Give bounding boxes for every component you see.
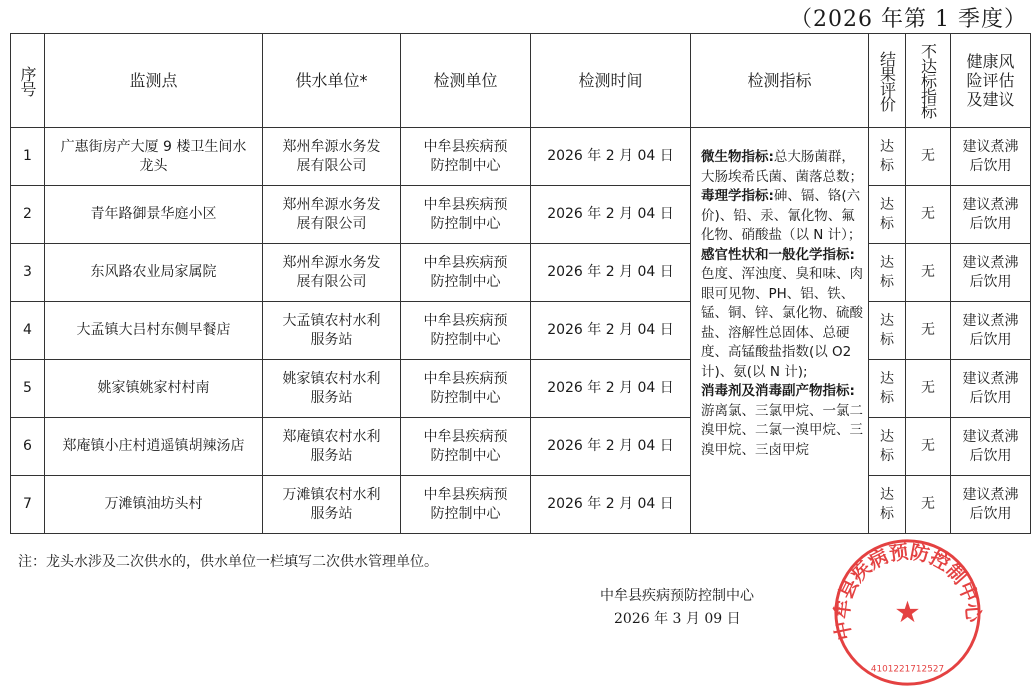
testing-lab: 中牟县疾病预防控制中心 — [401, 186, 531, 244]
header-date: 检测时间 — [531, 34, 691, 128]
monitoring-site: 大孟镇大吕村东侧早餐店 — [45, 302, 263, 360]
result-evaluation: 达标 — [869, 128, 906, 186]
failed-indicators: 无 — [906, 128, 951, 186]
row-number: 2 — [11, 186, 45, 244]
monitoring-site: 姚家镇姚家村村南 — [45, 360, 263, 418]
result-evaluation: 达标 — [869, 244, 906, 302]
testing-lab: 中牟县疾病预防控制中心 — [401, 360, 531, 418]
result-evaluation: 达标 — [869, 418, 906, 476]
indicator-group-items: 游离氯、三氯甲烷、一氯二溴甲烷、二氯一溴甲烷、三溴甲烷、三卤甲烷 — [701, 402, 863, 458]
indicator-group-title: 毒理学指标: — [701, 188, 774, 204]
monitoring-site: 万滩镇油坊头村 — [45, 476, 263, 534]
seal-text: 中牟县疾病预防控制中心 — [830, 540, 985, 643]
header-advice: 健康风险评估及建议 — [951, 34, 1031, 128]
header-indicators: 检测指标 — [691, 34, 869, 128]
table-row — [11, 186, 1031, 244]
water-supplier: 郑州牟源水务发展有限公司 — [263, 186, 401, 244]
result-evaluation: 达标 — [869, 186, 906, 244]
signature-block — [600, 585, 754, 631]
monitoring-site: 东风路农业局家属院 — [45, 244, 263, 302]
signature-date: 2026 年 3 月 09 日 — [614, 611, 741, 627]
table-row — [11, 476, 1031, 534]
row-number: 1 — [11, 128, 45, 186]
test-date: 2026 年 2 月 04 日 — [531, 186, 691, 244]
monitoring-site: 青年路御景华庭小区 — [45, 186, 263, 244]
health-advice: 建议煮沸后饮用 — [951, 128, 1031, 186]
water-quality-table — [10, 33, 1031, 534]
failed-indicators: 无 — [906, 476, 951, 534]
testing-lab: 中牟县疾病预防控制中心 — [401, 244, 531, 302]
row-number: 6 — [11, 418, 45, 476]
failed-indicators: 无 — [906, 418, 951, 476]
water-supplier: 郑州牟源水务发展有限公司 — [263, 244, 401, 302]
table-row — [11, 418, 1031, 476]
failed-indicators: 无 — [906, 186, 951, 244]
testing-lab: 中牟县疾病预防控制中心 — [401, 418, 531, 476]
test-date: 2026 年 2 月 04 日 — [531, 360, 691, 418]
test-date: 2026 年 2 月 04 日 — [531, 244, 691, 302]
water-supplier: 郑州牟源水务发展有限公司 — [263, 128, 401, 186]
indicator-group-items: 色度、浑浊度、臭和味、肉眼可见物、PH、铝、铁、锰、铜、锌、氯化物、硫酸盐、溶解性总固体、总硬度、高锰酸盐指数(以 O2计)、氨(以 N 计); — [701, 266, 863, 380]
footnote: 注：龙头水涉及二次供水的，供水单位一栏填写二次供水管理单位。 — [18, 554, 438, 570]
test-date: 2026 年 2 月 04 日 — [531, 128, 691, 186]
result-evaluation: 达标 — [869, 302, 906, 360]
indicator-group-title: 感官性状和一般化学指标: — [701, 246, 855, 263]
table-body — [11, 128, 1031, 534]
health-advice: 建议煮沸后饮用 — [951, 476, 1031, 534]
indicator-group — [701, 246, 864, 383]
row-number: 3 — [11, 244, 45, 302]
indicator-group — [701, 382, 864, 460]
header-failed-label: 不达标指标 — [918, 43, 938, 118]
health-advice: 建议煮沸后饮用 — [951, 418, 1031, 476]
header-no — [11, 34, 45, 128]
indicator-group-items: 总大肠菌群，大肠埃希氏菌、菌落总数； — [701, 149, 863, 185]
header-result — [869, 34, 906, 128]
header-no-label: 序号 — [18, 65, 37, 96]
result-evaluation: 达标 — [869, 476, 906, 534]
testing-lab: 中牟县疾病预防控制中心 — [401, 476, 531, 534]
result-evaluation: 达标 — [869, 360, 906, 418]
row-number: 4 — [11, 302, 45, 360]
header-result-label: 结果评价 — [877, 50, 897, 111]
table-row — [11, 302, 1031, 360]
table-header — [11, 34, 1031, 128]
header-failed — [906, 34, 951, 128]
water-supplier: 郑庵镇农村水利服务站 — [263, 418, 401, 476]
table-row — [11, 360, 1031, 418]
failed-indicators: 无 — [906, 360, 951, 418]
test-date: 2026 年 2 月 04 日 — [531, 418, 691, 476]
test-date: 2026 年 2 月 04 日 — [531, 302, 691, 360]
monitoring-site: 广惠街房产大厦 9 楼卫生间水龙头 — [45, 128, 263, 186]
water-supplier: 大孟镇农村水利服务站 — [263, 302, 401, 360]
health-advice: 建议煮沸后饮用 — [951, 360, 1031, 418]
table-row — [11, 244, 1031, 302]
indicator-group — [701, 148, 864, 187]
indicator-group — [701, 187, 864, 246]
health-advice: 建议煮沸后饮用 — [951, 302, 1031, 360]
testing-lab: 中牟县疾病预防控制中心 — [401, 128, 531, 186]
indicator-group-title: 微生物指标: — [701, 149, 774, 165]
row-number: 7 — [11, 476, 45, 534]
test-indicators — [691, 128, 869, 534]
signature-org: 中牟县疾病预防控制中心 — [600, 588, 754, 604]
monitoring-site: 郑庵镇小庄村逍遥镇胡辣汤店 — [45, 418, 263, 476]
report-period: （2026 年第 1 季度） — [790, 7, 1027, 32]
failed-indicators: 无 — [906, 302, 951, 360]
water-supplier: 万滩镇农村水利服务站 — [263, 476, 401, 534]
testing-lab: 中牟县疾病预防控制中心 — [401, 302, 531, 360]
failed-indicators: 无 — [906, 244, 951, 302]
row-number: 5 — [11, 360, 45, 418]
header-lab: 检测单位 — [401, 34, 531, 128]
indicator-group-items: 砷、镉、铬(六价)、铅、汞、氰化物、氟化物、硝酸盐（以 N 计）； — [701, 188, 862, 243]
indicator-group-title: 消毒剂及消毒副产物指标: — [701, 383, 855, 399]
test-date: 2026 年 2 月 04 日 — [531, 476, 691, 534]
water-supplier: 姚家镇农村水利服务站 — [263, 360, 401, 418]
official-seal — [830, 535, 985, 690]
health-advice: 建议煮沸后饮用 — [951, 186, 1031, 244]
header-supplier: 供水单位* — [263, 34, 401, 128]
seal-code: 4101221712527 — [870, 664, 945, 675]
health-advice: 建议煮沸后饮用 — [951, 244, 1031, 302]
star-icon: ★ — [894, 595, 921, 630]
header-site: 监测点 — [45, 34, 263, 128]
table-row — [11, 128, 1031, 186]
